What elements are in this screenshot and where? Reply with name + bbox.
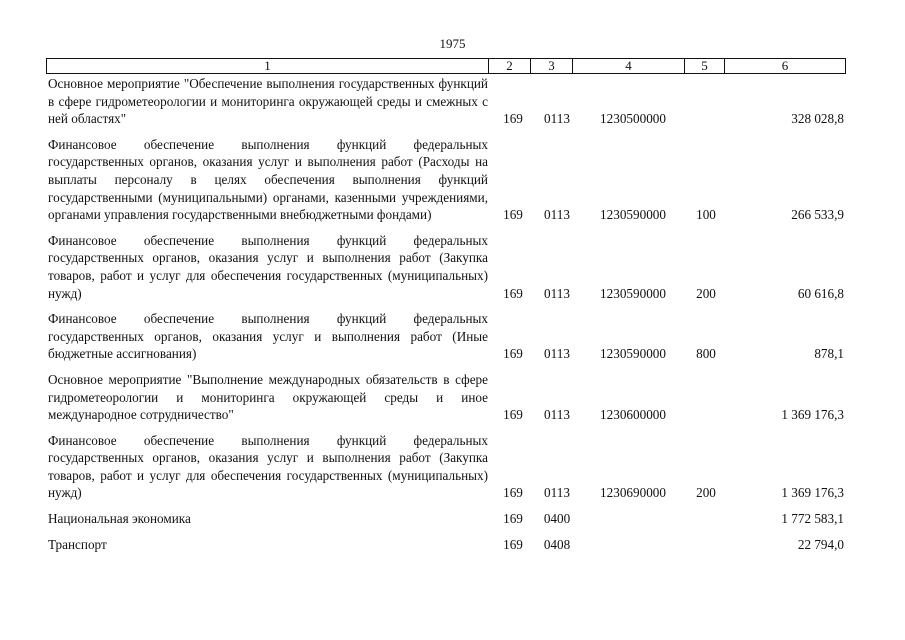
row-ministry-code: 169 <box>503 346 523 362</box>
row-ministry-code: 169 <box>503 207 523 223</box>
row-ministry-code: 169 <box>503 511 523 527</box>
header-col-3: 3 <box>531 59 573 73</box>
table-row <box>48 136 846 224</box>
row-name: Транспорт <box>48 536 107 552</box>
row-expense-type: 200 <box>696 285 716 301</box>
row-target-article: 1230590000 <box>600 285 666 301</box>
row-amount: 1 772 583,1 <box>781 511 844 527</box>
table-body <box>48 75 846 553</box>
row-target-article: 1230590000 <box>600 346 666 362</box>
row-amount: 1 369 176,3 <box>781 485 844 501</box>
row-name: Основное мероприятие "Выполнение международных обязательств в сфере гидрометеорологии и мониторинга окружающей среды и иное международное сотрудничество" <box>48 371 488 423</box>
row-expense-type: 200 <box>696 485 716 501</box>
row-amount: 878,1 <box>814 346 844 362</box>
page-number: 1975 <box>439 36 466 51</box>
table-header <box>46 58 846 74</box>
row-expense-type: 800 <box>696 346 716 362</box>
row-section-code: 0113 <box>544 207 570 223</box>
table-row <box>48 310 846 363</box>
table-row <box>48 371 846 424</box>
row-ministry-code: 169 <box>503 285 523 301</box>
row-section-code: 0400 <box>543 511 571 527</box>
row-amount: 60 616,8 <box>797 285 844 301</box>
table-row <box>48 536 846 554</box>
row-section-code: 0113 <box>544 346 570 362</box>
row-target-article: 1230590000 <box>600 207 666 223</box>
row-section-code: 0408 <box>543 536 571 552</box>
row-name: Финансовое обеспечение выполнения функций федеральных государственных органов, оказания услуг и выполнения работ (Закупка товаров, работ и услуг для обеспечения государственных (муниципальных) нужд) <box>48 232 488 301</box>
table-row <box>48 75 846 128</box>
row-amount: 22 794,0 <box>797 536 844 552</box>
row-name: Финансовое обеспечение выполнения функций федеральных государственных органов, оказания услуг и выполнения работ (Закупка товаров, работ и услуг для обеспечения государственных (муниципальных) нужд) <box>48 432 488 501</box>
row-section-code: 0113 <box>544 407 570 423</box>
table-row <box>48 510 846 528</box>
row-expense-type: 100 <box>696 207 716 223</box>
row-ministry-code: 169 <box>503 407 523 423</box>
table-row <box>48 432 846 502</box>
row-section-code: 0113 <box>544 285 570 301</box>
row-amount: 328 028,8 <box>791 111 844 127</box>
row-section-code: 0113 <box>544 485 570 501</box>
row-section-code: 0113 <box>544 111 570 127</box>
row-ministry-code: 169 <box>503 111 523 127</box>
row-ministry-code: 169 <box>503 485 523 501</box>
header-col-4: 4 <box>573 59 685 73</box>
row-amount: 1 369 176,3 <box>781 407 844 423</box>
header-col-2: 2 <box>489 59 531 73</box>
header-col-1: 1 <box>47 59 489 73</box>
row-amount: 266 533,9 <box>791 207 844 223</box>
row-ministry-code: 169 <box>503 536 523 552</box>
row-name: Финансовое обеспечение выполнения функций федеральных государственных органов, оказания услуг и выполнения работ (Иные бюджетные ассигнования) <box>48 311 488 362</box>
row-name: Финансовое обеспечение выполнения функций федеральных государственных органов, оказания услуг и выполнения работ (Расходы на выплаты персоналу в целях обеспечения выполнения функций государственными (муниципальными) органами, казенными учреждениями, органами управления государственными внебюджетными фондами) <box>48 136 488 223</box>
row-name: Основное мероприятие "Обеспечение выполнения государственных функций в сфере гидрометеорологии и мониторинга окружающей среды и смежных с ней областях" <box>48 76 488 127</box>
header-col-6: 6 <box>781 58 789 73</box>
row-name: Национальная экономика <box>48 511 191 527</box>
row-target-article: 1230500000 <box>600 111 666 127</box>
header-col-5: 5 <box>685 59 725 73</box>
table-row <box>48 232 846 302</box>
row-target-article: 1230600000 <box>600 407 666 423</box>
row-target-article: 1230690000 <box>600 485 666 501</box>
